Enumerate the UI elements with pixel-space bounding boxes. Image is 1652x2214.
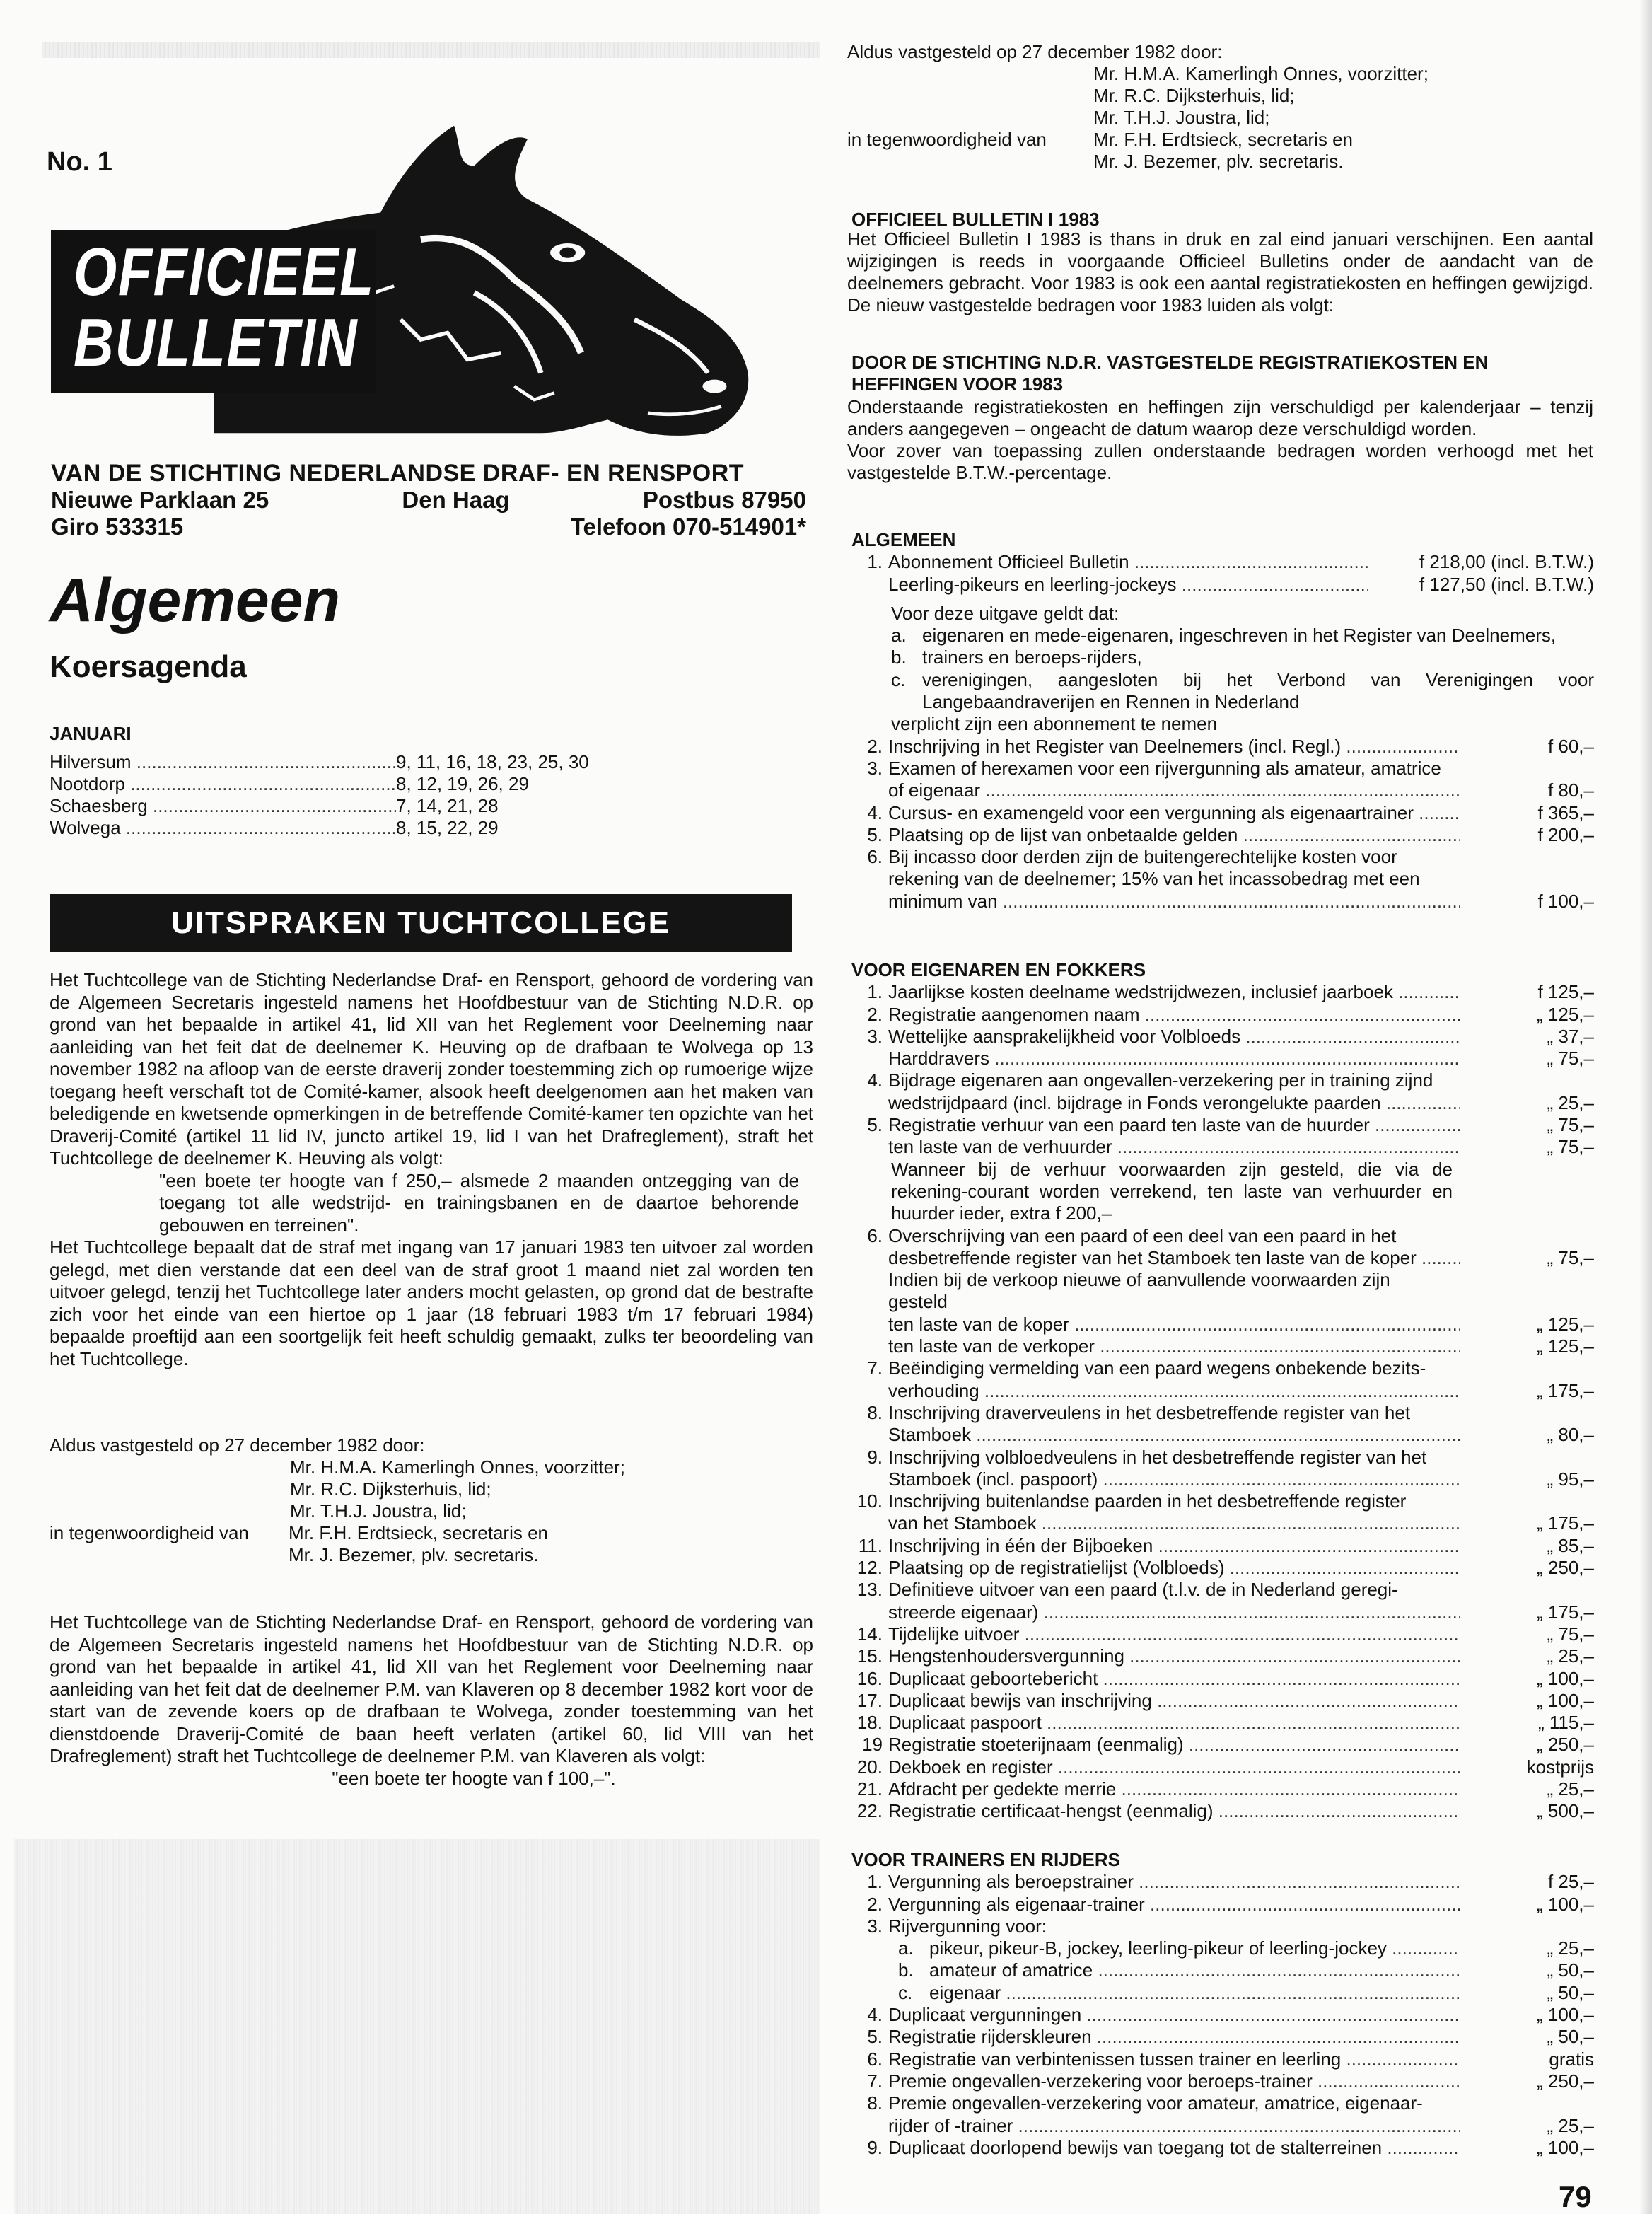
fee-amount: „ 25,– [1547, 1645, 1594, 1667]
fee-amount: „ 175,– [1537, 1512, 1594, 1534]
ruling-2-sentence: "een boete ter hoogte van f 100,–". [332, 1767, 616, 1789]
fee-label: Overschrijving van een paard of een deel van een paard in het [888, 1224, 1397, 1246]
fee-sub-row [851, 1982, 1594, 2004]
fee-row [851, 1490, 1594, 1512]
fee-label: Hengstenhoudersvergunning ..... [888, 1645, 1460, 1667]
ruling-2-text: Het Tuchtcollege van de Stichting Nederlandse Draf- en Rensport, gehoord de vordering van de Algemeen Secretaris ingesteld namens het Hoofdbestuur van de Stichting N.D.R. op grond van het bepaalde in artikel 41, lid XII van het Reglement voor Deelneming naar aanleiding van het feit dat de deelnemer P.M. van Klaveren op 8 december 1982 kort voor de start van de zevende koers op de drafbaan te Wolvega, zonder toestemming van het dienstdoende Draverij-Comité de baan heeft verlaten (artikel 60, lid VIII van het Drafreglement) straft het Tuchtcollege de deelnemer P.M. van Klaveren als volgt: [50, 1611, 813, 1766]
member: Mr. H.M.A. Kamerlingh Onnes, voorzitter; [1093, 63, 1429, 84]
fee-label: Premie ongevallen-verzekering voor beroeps-trainer ..... [888, 2070, 1460, 2092]
fee-row [851, 1579, 1594, 1601]
fees-heading-line-1: DOOR DE STICHTING N.D.R. VASTGESTELDE REGISTRATIEKOSTEN EN [851, 352, 1489, 373]
fee-amount: „ 100,– [1537, 1667, 1594, 1689]
fee-number: 7. [867, 1357, 883, 1379]
fee-amount: „ 25,– [1547, 1778, 1594, 1799]
fee-amount: „ 100,– [1537, 2004, 1594, 2026]
fee-amount: „ 250,– [1537, 1557, 1594, 1579]
fee-amount: „ 75,– [1547, 1136, 1594, 1158]
agenda-month: JANUARI [50, 723, 132, 744]
fee-row: 1. Abonnement Officieel Bulletin ..... f 218,00 (incl. B.T.W.) [851, 551, 1594, 573]
contact-row [51, 514, 806, 540]
fee-label: Plaatsing op de registratielijst (Volbloeds) ..... [888, 1557, 1460, 1579]
section-title: Algemeen [50, 567, 341, 634]
fee-number: 13. [856, 1579, 883, 1601]
logo-title [74, 234, 375, 381]
fee-amount: kostprijs [1526, 1756, 1594, 1778]
fee-amount: „ 50,– [1547, 1959, 1594, 1981]
fee-row [851, 1269, 1594, 1291]
fee-label: Bijdrage eigenaren aan ongevallen-verzekering per in training zijnd [888, 1070, 1433, 1091]
fee-list [851, 981, 1594, 1158]
fee-row [851, 574, 1594, 596]
fee-label: minimum van ..... [888, 891, 1460, 912]
fee-number: 8. [867, 1401, 883, 1423]
fee-label: Vergunning als eigenaar-trainer ..... [888, 1894, 1460, 1915]
fee-amount: „ 125,– [1537, 1003, 1594, 1025]
agenda-place: Wolvega ..... [50, 817, 396, 839]
bulletin-heading: OFFICIEEL BULLETIN I 1983 [851, 209, 1100, 230]
scan-artifact [14, 1839, 820, 2214]
fee-row [851, 2115, 1594, 2137]
fee-number: 2. [867, 735, 883, 757]
secretary: Mr. J. Bezemer, plv. secretaris. [289, 1544, 539, 1565]
fee-row [851, 1668, 1594, 1690]
fee-label: Examen of herexamen voor een rijvergunning als amateur, amatrice [888, 757, 1441, 779]
fee-label: Inschrijving draverveulens in het desbetreffende register van het [888, 1401, 1411, 1423]
fee-row [851, 868, 1594, 890]
fee-number: 9. [867, 2136, 883, 2158]
fee-amount: „ 75,– [1547, 1623, 1594, 1645]
fee-amount: „ 100,– [1537, 2136, 1594, 2158]
fee-list [851, 1871, 1594, 1937]
ruling-2 [50, 1611, 813, 1790]
fee-label: Beëindiging vermelding van een paard wegens onbekende bezits- [888, 1357, 1426, 1379]
fee-row [851, 1800, 1594, 1822]
fee-row [851, 802, 1594, 824]
fee-label: gesteld [888, 1291, 948, 1313]
fee-amount: „ 250,– [1537, 2070, 1594, 2092]
fee-label: Inschrijving volbloedveulens in het desbetreffende register van het [888, 1446, 1427, 1468]
fee-row [851, 1778, 1594, 1800]
fee-number: 4. [867, 801, 883, 823]
fee-amount: f 125,– [1537, 981, 1594, 1003]
fee-number: 7. [867, 2070, 883, 2092]
fee-row [851, 1225, 1594, 1247]
trainers-heading: VOOR TRAINERS EN RIJDERS [851, 1849, 1120, 1870]
fee-label: Registratie certificaat-hengst (eenmalig) ..... [888, 1800, 1460, 1822]
fee-row [851, 1424, 1594, 1446]
fee-number: 19 [862, 1734, 883, 1756]
fee-label: Rijvergunning voor: [888, 1915, 1047, 1937]
ruling-1-execution: Het Tuchtcollege bepaalt dat de straf met ingang van 17 januari 1983 ten uitvoer zal worden gelegd, met dien verstande dat een deel van de straf groot 1 maand niet zal worden ten uitvoer gelegd, tenzij het Tuchtcollege later anders mocht gelasten, op grond dat de bestrafte zich voor het einde van een hiertoe op 1 jaar (18 februari 1983 t/m 17 februari 1984) bepaalde proeftijd aan een soortgelijk feit heeft schuldig gemaakt, zulks ter beoordeling van het Tuchtcollege. [50, 1236, 813, 1369]
fee-row [851, 1894, 1594, 1915]
fee-row [851, 1402, 1594, 1424]
fees-intro [847, 396, 1593, 484]
fee-label: Registratie verhuur van een paard ten laste van de huurder ..... [888, 1114, 1460, 1136]
signoff-left [50, 1435, 813, 1566]
fee-label: rijder of -trainer ..... [888, 2115, 1460, 2137]
fee-list [851, 2004, 1594, 2159]
fee-label: ten laste van de verhuurder ..... [888, 1136, 1460, 1158]
fee-list [851, 1225, 1594, 1823]
fee-row [851, 1468, 1594, 1490]
fee-label: Leerling-pikeurs en leerling-jockeys ..... [888, 574, 1368, 596]
fee-label: Inschrijving buitenlandse paarden in het desbetreffende register [888, 1490, 1407, 1512]
fee-row [851, 1314, 1594, 1335]
fee-number: 20. [856, 1756, 883, 1778]
fee-amount: „ 75,– [1547, 1048, 1594, 1070]
fees-heading [851, 352, 1488, 395]
fee-number: 3. [867, 1025, 883, 1047]
fee-amount: „ 85,– [1547, 1534, 1594, 1556]
fee-row [851, 2004, 1594, 2026]
signoff-intro: Aldus vastgesteld op 27 december 1982 door: [847, 41, 1223, 62]
fee-amount: gratis [1549, 2048, 1594, 2070]
fee-amount: f 218,00 (incl. B.T.W.) [1419, 551, 1594, 573]
fee-number: 17. [856, 1689, 883, 1711]
fee-row [851, 2137, 1594, 2159]
agenda-row [50, 751, 686, 773]
fee-row [851, 2070, 1594, 2092]
fee-row [851, 1380, 1594, 1402]
fee-number: 5. [867, 823, 883, 845]
fee-row [851, 2092, 1594, 2114]
fee-sub-list [851, 1937, 1594, 2004]
fee-label: Duplicaat bewijs van inschrijving ..... [888, 1690, 1460, 1712]
fee-note: Wanneer bij de verhuur voorwaarden zijn gesteld, die via de rekening-courant worden verrekend, ten laste van verhuurder en huurder ieder, extra f 200,– [891, 1158, 1453, 1224]
fee-row [851, 1712, 1594, 1734]
signoff-intro: Aldus vastgesteld op 27 december 1982 door: [50, 1435, 425, 1456]
fees-intro-2: Voor zover van toepassing zullen onderstaande bedragen worden verhoogd met het vastgestelde B.T.W.-percentage. [847, 440, 1593, 483]
algemeen-heading: ALGEMEEN [851, 529, 956, 550]
fee-number: 2. [867, 1003, 883, 1025]
fee-amount: „ 50,– [1547, 2026, 1594, 2048]
fee-sub-item: b. trainers en beroeps-rijders, [891, 647, 1142, 668]
fee-amount: „ 175,– [1537, 1601, 1594, 1623]
fees-intro-1: Onderstaande registratiekosten en heffingen zijn verschuldigd per kalenderjaar – tenzij anders aangegeven – ongeacht de datum waarop deze verschuldigd worden. [847, 396, 1593, 439]
fees-trainers [851, 1849, 1594, 2159]
fee-amount: „ 100,– [1537, 1893, 1594, 1915]
city: Den Haag [402, 487, 510, 513]
publisher-name: VAN DE STICHTING NEDERLANDSE DRAF- EN RENSPORT [51, 460, 745, 487]
fee-amount: „ 37,– [1547, 1025, 1594, 1047]
fee-row [851, 1004, 1594, 1026]
signoff-members [847, 63, 1611, 129]
fee-label: Wettelijke aansprakelijkheid voor Volbloeds ..... [888, 1026, 1460, 1048]
fee-row [851, 1512, 1594, 1534]
fee-amount: „ 75,– [1547, 1114, 1594, 1136]
fee-label: Afdracht per gedekte merrie ..... [888, 1778, 1460, 1800]
secretary: Mr. J. Bezemer, plv. secretaris. [1093, 151, 1344, 172]
fee-label: Abonnement Officieel Bulletin ..... [888, 551, 1368, 573]
fee-amount: „ 25,– [1547, 1937, 1594, 1959]
fee-sub-letter: a. [898, 1937, 914, 1959]
eigenaren-heading: VOOR EIGENAREN EN FOKKERS [851, 959, 1146, 980]
secretary: Mr. F.H. Erdtsieck, secretaris en [289, 1522, 548, 1543]
fee-label: desbetreffende register van het Stamboek ten laste van de koper ..... [888, 1247, 1460, 1269]
presence-label: in tegenwoordigheid van [50, 1522, 249, 1543]
street-address: Nieuwe Parklaan 25 [51, 487, 269, 513]
fee-amount: f 127,50 (incl. B.T.W.) [1419, 573, 1594, 595]
fee-number: 8. [867, 2092, 883, 2114]
fee-row [851, 1601, 1594, 1623]
signoff-right [847, 41, 1611, 173]
fee-amount: f 80,– [1547, 779, 1594, 801]
member: Mr. R.C. Dijksterhuis, lid; [290, 1478, 491, 1500]
fee-row [851, 1136, 1594, 1158]
fee-number: 12. [856, 1557, 883, 1579]
fee-row [851, 1871, 1594, 1893]
fee-number: 6. [867, 2048, 883, 2070]
fee-label: pikeur, pikeur-B, jockey, leerling-pikeur of leerling-jockey ..... [919, 1937, 1460, 1959]
fee-label: Stamboek ..... [888, 1424, 1460, 1446]
page-number: 79 [1559, 2180, 1592, 2213]
fee-row [851, 2048, 1594, 2070]
fee-label: Dekboek en register ..... [888, 1756, 1460, 1778]
agenda-dates: 7, 14, 21, 28 [396, 795, 499, 816]
fee-label: Duplicaat doorlopend bewijs van toegang tot de stalterreinen ..... [888, 2137, 1460, 2159]
fee-label: rekening van de deelnemer; 15% van het incassobedrag met een [888, 868, 1420, 890]
tuchtcollege-banner: UITSPRAKEN TUCHTCOLLEGE [50, 894, 792, 952]
fee-label: Indien bij de verkoop nieuwe of aanvullende voorwaarden zijn [888, 1269, 1390, 1291]
fee-label: Registratie rijderskleuren ..... [888, 2026, 1460, 2048]
fee-row [851, 1291, 1594, 1313]
fee-amount: „ 125,– [1537, 1335, 1594, 1357]
ruling-1 [50, 969, 813, 1370]
race-agenda [50, 751, 686, 839]
fee-amount: f 25,– [1547, 1871, 1594, 1893]
fee-label: ten laste van de koper ..... [888, 1314, 1460, 1335]
fee-row [851, 1645, 1594, 1667]
signoff-members [50, 1456, 813, 1522]
fee-row [851, 758, 1594, 779]
presence-row [847, 129, 1611, 151]
fee-label: Duplicaat geboortebericht ..... [888, 1668, 1460, 1690]
fees-heading-line-2: HEFFINGEN VOOR 1983 [851, 373, 1064, 395]
fee-sub-letter: c. [898, 1981, 913, 2003]
fee-label: Bij incasso door derden zijn de buitengerechtelijke kosten voor [888, 846, 1397, 868]
fee-sub-item: c. verenigingen, aangesloten bij het Verbond van Verenigingen voor Langebaandraverijen en Rennen in Nederland [891, 668, 1594, 713]
agenda-place: Hilversum ..... [50, 751, 396, 773]
fee-label: amateur of amatrice ..... [919, 1959, 1460, 1981]
scan-artifact [42, 42, 820, 58]
fee-amount: „ 25,– [1547, 2114, 1594, 2136]
fee-label: Duplicaat vergunningen ..... [888, 2004, 1460, 2026]
agenda-row [50, 817, 686, 839]
fee-row [851, 1623, 1594, 1645]
fee-number: 6. [867, 1224, 883, 1246]
fee-amount: „ 100,– [1537, 1689, 1594, 1711]
agenda-place: Schaesberg ..... [50, 795, 396, 817]
fee-label: Jaarlijkse kosten deelname wedstrijdwezen, inclusief jaarboek ..... [888, 981, 1460, 1003]
fee-amount: f 200,– [1537, 823, 1594, 845]
fee-amount: „ 250,– [1537, 1734, 1594, 1756]
fee-row [851, 1247, 1594, 1269]
fee-amount: „ 125,– [1537, 1313, 1594, 1335]
fee-row [851, 1690, 1594, 1712]
fee-sub-item: a. eigenaren en mede-eigenaren, ingeschreven in het Register van Deelnemers, [891, 625, 1557, 647]
fee-number: 1. [867, 1871, 883, 1893]
fee-label: Premie ongevallen-verzekering voor amateur, amatrice, eigenaar- [888, 2092, 1423, 2114]
fee-amount: „ 25,– [1547, 1091, 1594, 1113]
fee-number: 4. [867, 2004, 883, 2026]
fee-row [851, 1756, 1594, 1778]
fee-amount: „ 80,– [1547, 1424, 1594, 1446]
fee-amount: „ 95,– [1547, 1468, 1594, 1490]
fee-row [851, 1070, 1594, 1091]
fee-number: 15. [856, 1645, 883, 1667]
fee-label: streerde eigenaar) ..... [888, 1601, 1460, 1623]
fee-label: Inschrijving in het Register van Deelnemers (incl. Regl.) ..... [888, 736, 1460, 758]
section-subtitle: Koersagenda [50, 649, 247, 684]
issue-number: No. 1 [47, 147, 112, 177]
fee-number: 14. [856, 1623, 883, 1645]
fee-amount: f 365,– [1537, 801, 1594, 823]
fee-amount: „ 175,– [1537, 1379, 1594, 1401]
fees-algemeen [851, 529, 1594, 912]
ruling-1-sentence: "een boete ter hoogte van f 250,– alsmede 2 maanden ontzegging van de toegang tot alle wedstrijd- en trainingsbanen en de daartoe behorende gebouwen en terreinen". [159, 1169, 799, 1236]
postbus: Postbus 87950 [642, 487, 806, 513]
fee-label: Definitieve uitvoer van een paard (t.l.v. de in Nederland geregi- [888, 1579, 1398, 1601]
fee-row [851, 1535, 1594, 1557]
fee-row [851, 1447, 1594, 1468]
fee-label: Tijdelijke uitvoer ..... [888, 1623, 1460, 1645]
bulletin-text: Het Officieel Bulletin I 1983 is thans in druk en zal eind januari verschijnen. Een aantal wijzigingen is reeds in voorgaande Officieel Bulletins onder de aandacht van de deelnemers gebracht. Voor 1983 is ook een aantal registratiekosten en heffingen gewijzigd. De nieuw vastgestelde bedragen voor 1983 luiden als volgt: [847, 228, 1593, 315]
fees-eigenaren [851, 959, 1594, 1823]
fee-label: Inschrijving in één der Bijboeken ..... [888, 1535, 1460, 1557]
agenda-dates: 8, 15, 22, 29 [396, 817, 499, 838]
fee-sub-letter: b. [898, 1959, 914, 1981]
fee-number: 9. [867, 1446, 883, 1468]
fee-number: 16. [856, 1667, 883, 1689]
publisher-block [51, 460, 806, 540]
fee-label: Registratie aangenomen naam ..... [888, 1004, 1460, 1026]
fee-row [851, 736, 1594, 758]
fee-row [851, 1357, 1594, 1379]
agenda-place: Nootdorp ..... [50, 773, 396, 795]
fee-amount: „ 115,– [1537, 1712, 1594, 1734]
fee-list [851, 736, 1594, 912]
fee-number: 3. [867, 757, 883, 779]
member: Mr. T.H.J. Joustra, lid; [290, 1500, 467, 1522]
fee-label: Cursus- en examengeld voor een vergunning als eigenaartrainer ..... [888, 802, 1460, 824]
ruling-1-text: Het Tuchtcollege van de Stichting Nederlandse Draf- en Rensport, gehoord de vordering van de Algemeen Secretaris ingesteld namens het Hoofdbestuur van de Stichting N.D.R. op grond van het bepaalde in artikel 41, lid XII van het Reglement voor Deelneming naar aanleiding van het feit dat de deelnemer K. Heuving op de drafbaan te Wolvega op 13 november 1982 na afloop van de eerste draverij zonder toestemming zich op rumoerige wijze toegang heeft verschaft tot de Comité-kamer, alsook heeft deelgenomen aan het maken van beledigende en kwetsende opmerkingen in de betreffende Comité-kamer ten opzichte van het Draverij-Comité (artikel 11 lid IV, juncto artikel 19, lid I van het Drafreglement), straft het Tuchtcollege de deelnemer K. Heuving als volgt: [50, 969, 813, 1169]
phone: Telefoon 070-514901* [570, 514, 806, 540]
fee-row [851, 891, 1594, 912]
fee-row [851, 981, 1594, 1003]
fee-amount: f 100,– [1537, 890, 1594, 912]
fee-number: 4. [867, 1070, 883, 1091]
fee-amount: „ 50,– [1547, 1981, 1594, 2003]
fee-number: 5. [867, 2026, 883, 2048]
fee-label: Harddravers ..... [888, 1048, 1460, 1070]
agenda-dates: 8, 12, 19, 26, 29 [396, 773, 529, 794]
fee-number: 5. [867, 1114, 883, 1136]
member: Mr. H.M.A. Kamerlingh Onnes, voorzitter; [290, 1456, 625, 1478]
fee-number: 22. [856, 1800, 883, 1822]
fee-number: 6. [867, 846, 883, 868]
fee-row [851, 2026, 1594, 2048]
giro: Giro 533315 [51, 514, 184, 540]
fee-number: 18. [856, 1712, 883, 1734]
fee-number: 1. [867, 981, 883, 1003]
fee-amount: f 60,– [1547, 735, 1594, 757]
fee-row [851, 1048, 1594, 1070]
fee-row [851, 1734, 1594, 1756]
fee-number: 3. [867, 1915, 883, 1937]
fee-amount: „ 75,– [1547, 1246, 1594, 1268]
member: Mr. T.H.J. Joustra, lid; [1093, 107, 1270, 128]
fee-number: 11. [858, 1534, 883, 1556]
fee-row [851, 1026, 1594, 1048]
fee-sub-row [851, 1959, 1594, 1981]
agenda-row [50, 773, 686, 795]
fee-row [851, 1915, 1594, 1937]
fee-row [851, 824, 1594, 846]
fee-label: Plaatsing op de lijst van onbetaalde gelden ..... [888, 824, 1460, 846]
fee-label: wedstrijdpaard (incl. bijdrage in Fonds verongelukte paarden ..... [888, 1092, 1460, 1114]
fee-label: Stamboek (incl. paspoort) ..... [888, 1468, 1460, 1490]
fee-label: van het Stamboek ..... [888, 1512, 1460, 1534]
fee-label: Vergunning als beroepstrainer ..... [888, 1871, 1460, 1893]
fee-label: Duplicaat paspoort ..... [888, 1712, 1460, 1734]
fee-label: ten laste van de verkoper ..... [888, 1335, 1460, 1357]
fee-number: 21. [856, 1778, 883, 1799]
fee-label: verhouding ..... [888, 1380, 1460, 1402]
address-row [51, 487, 806, 514]
fee-sub-row [851, 1937, 1594, 1959]
presence-row [50, 1522, 813, 1544]
agenda-dates: 9, 11, 16, 18, 23, 25, 30 [396, 751, 589, 772]
fee-number: 2. [867, 1893, 883, 1915]
fee-row [851, 1335, 1594, 1357]
presence-label: in tegenwoordigheid van [847, 129, 1047, 150]
secretary: Mr. F.H. Erdtsieck, secretaris en [1093, 129, 1353, 150]
logo-line-2: BULLETIN [74, 305, 359, 381]
page-edge [1639, 0, 1652, 2214]
logo-line-1: OFFICIEEL [74, 234, 375, 310]
fee-row [851, 1557, 1594, 1579]
fee-note: verplicht zijn een abonnement te nemen [891, 713, 1218, 735]
fee-row [851, 846, 1594, 868]
fee-row [851, 1114, 1594, 1136]
fee-label: Registratie stoeterijnaam (eenmalig) ..... [888, 1734, 1460, 1756]
fee-label: Registratie van verbintenissen tussen trainer en leerling ..... [888, 2048, 1460, 2070]
agenda-row [50, 795, 686, 817]
member: Mr. R.C. Dijksterhuis, lid; [1093, 85, 1295, 106]
fee-note: Voor deze uitgave geldt dat: [891, 602, 1119, 624]
fee-row [851, 1092, 1594, 1114]
fee-label: eigenaar ..... [919, 1982, 1460, 2004]
fee-row [851, 779, 1594, 801]
fee-number: 10. [856, 1490, 883, 1512]
fee-label: of eigenaar ..... [888, 779, 1460, 801]
fee-amount: „ 500,– [1537, 1800, 1594, 1822]
